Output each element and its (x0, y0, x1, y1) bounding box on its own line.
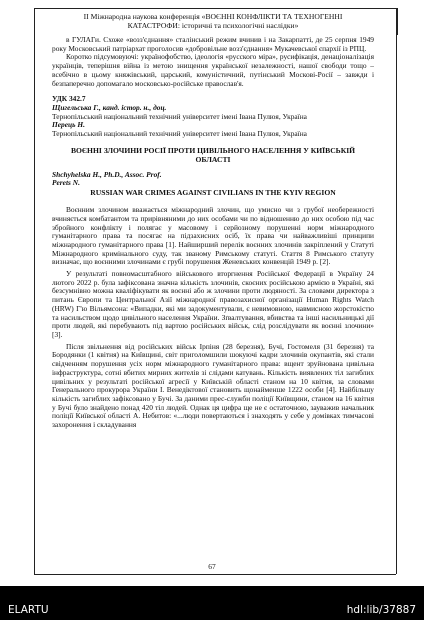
page-frame-right (396, 8, 397, 574)
repository-name: ELARTU (8, 604, 49, 616)
running-header (52, 12, 374, 30)
article-title-ua (52, 146, 374, 164)
page-frame-bottom (34, 574, 396, 575)
running-header-line-1: ІІ Міжнародна наукова конференція «ВОЄННІ КОНФЛІКТИ ТА ТЕХНОГЕННІ (83, 12, 343, 21)
article-title-ua-line-1: ВОЄННІ ЗЛОЧИНИ РОСІЇ ПРОТИ ЦИВІЛЬНОГО НАСЕЛЕННЯ У КИЇВСЬКІЙ (70, 145, 356, 155)
affiliation-1: Тернопільський національний технічний університет імені Івана Пулюя, Україна (52, 111, 307, 121)
running-header-line-2: КАТАСТРОФИ: історичні та психологічні наслідки» (127, 21, 299, 30)
body-paragraph-3: Після звільнення від російських військ Ірпіня (28 березня), Бучі, Гостомеля (31 березня) та Бородянки (1 квітня) на Київщині, світ приголомшили шокуючі кадри злочинів окупантів, які стали свідченням порушення усіх норм міжнародного гуманітарного права: вщент зруйнована цивільна інфраструктура, сотні вбитих мирних жителів зі слідами катувань. Кількість виявлених тіл загиблих цивільних у результаті російської агресії у Київській області станом на 10 квітня, за словами Генерального прокурора України І. Венедіктової становить щонайменше 1222 особи [4]. Найбільшу кількість загиблих зафіксовано у Бучі. За даними прес-служби поліції Київщини, станом на 16 квітня у Бучі було знайдено понад 420 тіл людей. Однак ця цифра ще не є остаточною, зауважив начальник поліції Київської області А. Небитов: «...люди повертаються і знаходять у себе у домівках тимчасові захоронення і складування (52, 341, 374, 430)
page-content (52, 12, 374, 430)
author-2: Перець Н. (52, 120, 85, 130)
page-number: 67 (208, 562, 216, 571)
intro-paragraph-2: Коротко підсумовуючі: українофобство, ідеологія «русского міра», русифікація, денаціоналізація українців, теперішня війна із метою знищення української незалежності, нашої свободи тощо – всебічно в цьому княжівський, царський, комуністичний, путінський Москові-Росії – завжди і безпаперечно допомагало московсько-російське православ'я. (52, 52, 374, 88)
author-en-1: Shchyhelska H., Ph.D., Assoc. Prof. (52, 169, 162, 179)
article-title-ua-line-2: ОБЛАСТІ (195, 154, 231, 164)
author-en-2: Perets N. (52, 178, 80, 188)
article-title-en: RUSSIAN WAR CRIMES AGAINST CIVILIANS IN THE KYIV REGION (90, 188, 336, 198)
body-paragraph-2: У результаті повномасштабного військового вторгнення Російської Федерації в Україну 24 лютого 2022 р. була зафіксована значна кількість злочинів, скоєних російською армією в Україні, які безсумнівно можна кваліфікувати як воєнні або ж злочини проти людяності. За словами директора з питань Європи та Центральної Азії міжнародної правозахисної організації Human Rights Watch (HRW) Г'ю Вільямсона: «Випадки, які ми задокументували, є невимовною, навмисною жорстокістю та насильством щодо цивільного населення України. Зґвалтування, вбивства та інші насильницькі дії проти людей, які перебувають під вартою російських військ, слід розслідувати як воєнні злочини» [3]. (52, 269, 374, 339)
affiliation-2: Тернопільський національний технічний університет імені Івана Пулюя, Україна (52, 129, 307, 139)
handle-identifier[interactable]: hdl:lib/37887 (346, 604, 416, 616)
intro-paragraph-1: в ГУЛАГи. Схоже «возз'єднання» сталінський режим вчинив і на Закарпатті, де 25 серпня 1949 року Московський патріархат проголосив «добровільне возз'єднання» Мукачевської єпархії із РПЦ. (52, 35, 374, 53)
page-frame-left (34, 8, 35, 574)
udk-code: УДК 342.7 (52, 94, 86, 104)
repository-footer-bar (0, 586, 424, 620)
author-1: Щигельська Г., канд. істор. н., доц. (52, 102, 167, 112)
body-paragraph-1: Воєнним злочином вважається міжнародний злочин, що умисно чи з грубої необережності вчиняється комбатантом та прирівняними до них особами чи по відношенню до них особою під час збройного конфлікту і полягає у масовому і серйозному порушенні норм міжнародного гуманітарного права та посягає на підзахисних осіб, їх права чи найважливіші принципи міжнародного гуманітарного права [1]. Найширший перелік воєнних злочинів закріплений у Статуті Міжнародного кримінального суду, так званому Римському статуті. Стаття 8 Римського статуту визначає, що воєнними злочинами є грубі порушення Женевських конвенцій 1949 р. [2]. (52, 205, 374, 267)
